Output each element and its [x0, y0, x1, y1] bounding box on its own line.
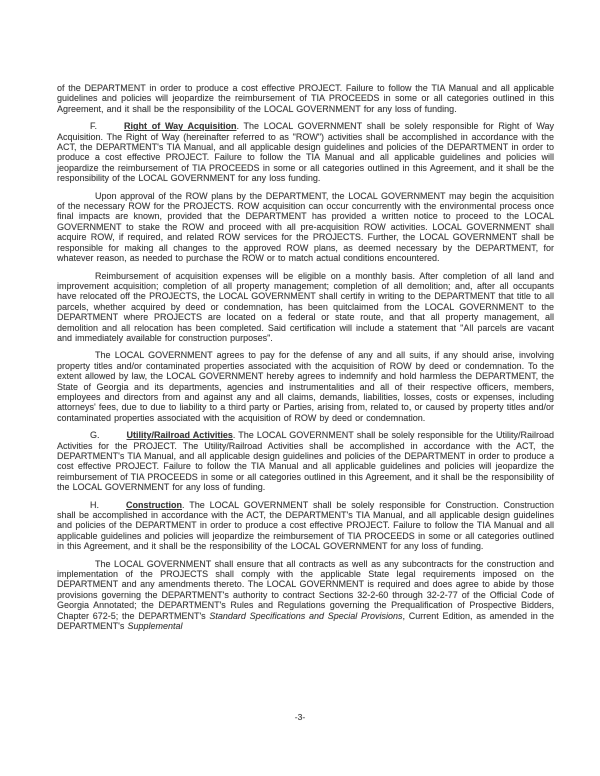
- paragraph-contracts: [57, 559, 554, 632]
- section-paragraph-g: [57, 430, 554, 492]
- body-text: The LOCAL GOVERNMENT shall ensure that all contracts as well as any subcontracts for the construction and implementation of the PROJECTS shall comply with the applicable State legal requirements imposed on the DEPARTMENT and any amendments thereto. The LOCAL GOVERNMENT is required and does agree to abide by those provisions governing the DEPARTMENT's authority to contract Sections 32-2-60 through 32-2-77 of the Official Code of Georgia Annotated; the DEPARTMENT's Rules and Regulations governing the Prequalification of Prospective Bidders, Chapter 672-5; the DEPARTMENT's: [57, 558, 554, 621]
- italic-title: Supplemental: [127, 621, 183, 632]
- document-body: [57, 83, 554, 639]
- section-label: G.: [90, 430, 100, 441]
- body-text: . The LOCAL GOVERNMENT shall be solely responsible for Right of Way Acquisition. The Right of Way (hereinafter referred to as "ROW") activities shall be accomplished in accordance with the ACT, the DEPARTMENT's TIA Manual, and all applicable design guidelines and policies of the DEPARTMENT in order to produce a cost effective PROJECT. Failure to follow the TIA Manual and all applicable guidelines and policies will jeopardize the reimbursement of TIA PROCEEDS in some or all categories outlined in this Agreement, and it shall be the responsibility of the LOCAL GOVERNMENT for any loss funding.: [57, 121, 555, 184]
- section-paragraph-h: [57, 500, 554, 552]
- section-paragraph-f: [57, 121, 554, 183]
- paragraph-continuation: [57, 83, 554, 114]
- body-text: The LOCAL GOVERNMENT agrees to pay for the defense of any and all suits, if any should arise, involving property titles and/or contaminated properties associated with the acquisition of ROW by deed or condemnation. To the extent allowed by law, the LOCAL GOVERNMENT hereby agrees to indemnify and hold harmless the DEPARTMENT, the State of Georgia and its departments, agencies and instrumentalities and all of their respective officers, members, employees and directors from and against any and all claims, demands, liabilities, losses, costs or expenses, including attorneys' fees, due to due to liability to a third party or Parties, arising from, related to, or caused by property titles and/or contaminated properties associated with the acquisition of ROW by deed or condemnation.: [57, 350, 554, 423]
- body-text: Reimbursement of acquisition expenses will be eligible on a monthly basis. After completion of all land and improvement acquisition; completion of all property management; completion of all demolition; and, after all occupants have relocated off the PROJECTS, the LOCAL GOVERNMENT shall certify in writing to the DEPARTMENT that title to all parcels, whether acquired by deed or condemnation, has been quitclaimed from the LOCAL GOVERNMENT to the DEPARTMENT where PROJECTS are located on a federal or state route, and that all property management, all demolition and all relocation has been completed. Said certification will include a statement that "All parcels are vacant and immediately available for construction purposes".: [57, 270, 554, 343]
- body-text: . The LOCAL GOVERNMENT shall be solely responsible for Construction. Construction shall be accomplished in accordance with the ACT, the DEPARTMENT's TIA Manual, and all applicable design guidelines and policies of the DEPARTMENT in order to produce a cost effective PROJECT. Failure to follow the TIA Manual and all applicable guidelines and policies will jeopardize the reimbursement of TIA PROCEEDS in some or all categories outlined in this Agreement, and it shall be the responsibility of the LOCAL GOVERNMENT for any loss of funding.: [57, 499, 554, 552]
- body-text: . The LOCAL GOVERNMENT shall be solely responsible for the Utility/Railroad Activities for the PROJECT. The Utility/Railroad Activities shall be accomplished in accordance with the ACT, the DEPARTMENT's TIA Manual, and all applicable design guidelines and policies of the DEPARTMENT in order to produce a cost effective PROJECT. Failure to follow the TIA Manual and all applicable guidelines and policies will jeopardize the reimbursement of TIA PROCEEDS in some or all categories outlined in this Agreement, and it shall be the responsibility of the LOCAL GOVERNMENT for any loss of funding.: [57, 430, 555, 493]
- body-text: of the DEPARTMENT in order to produce a cost effective PROJECT. Failure to follow the TIA Manual and all applicable guidelines and policies will jeopardize the reimbursement of TIA PROCEEDS in some or all categories outlined in this Agreement, and it shall be the responsibility of the LOCAL GOVERNMENT for any loss of funding.: [57, 83, 554, 114]
- italic-title: Standard Specifications and Special Provisions: [209, 610, 403, 621]
- section-heading: Construction: [126, 499, 182, 510]
- page-number: -3-: [294, 712, 306, 722]
- section-label: F.: [90, 121, 98, 132]
- paragraph-row-approval: [57, 191, 554, 264]
- section-heading: Utility/Railroad Activities: [126, 430, 233, 441]
- body-text: Upon approval of the ROW plans by the DEPARTMENT, the LOCAL GOVERNMENT may begin the acquisition of the necessary ROW for the PROJECTS. ROW acquisition can occur concurrently with the environmental process once final impacts are known, provided that the DEPARTMENT has provided a written notice to proceed to the LOCAL GOVERNMENT to stake the ROW and proceed with all pre-acquisition ROW activities. LOCAL GOVERNMENT shall acquire ROW, if required, and related ROW services for the PROJECTS. Further, the LOCAL GOVERNMENT shall be responsible for making all changes to the approved ROW plans, as deemed necessary by the DEPARTMENT, for whatever reason, as needed to purchase the ROW or to match actual conditions encountered.: [57, 190, 554, 264]
- section-heading: Right of Way Acquisition: [124, 121, 237, 132]
- paragraph-reimbursement: [57, 271, 554, 344]
- paragraph-indemnification: [57, 350, 554, 423]
- body-text: , Current Edition, as amended in the DEPARTMENT's: [57, 610, 555, 632]
- section-label: H.: [90, 499, 99, 510]
